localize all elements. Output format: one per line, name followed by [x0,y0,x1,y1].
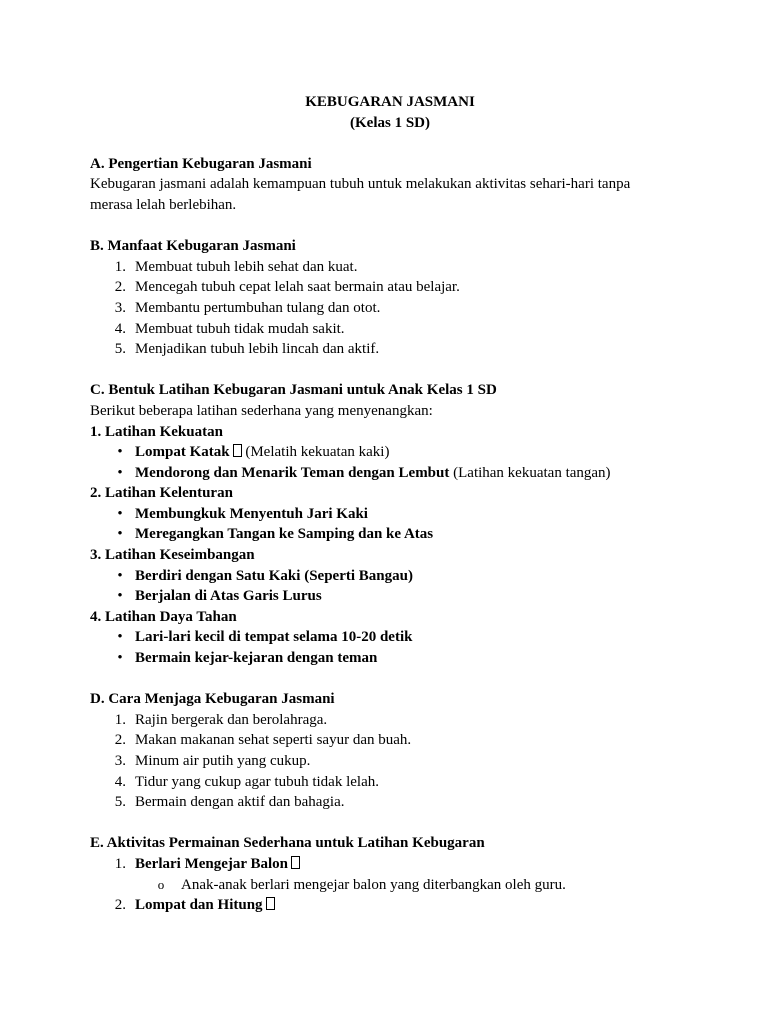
section-d-heading: D. Cara Menjaga Kebugaran Jasmani [90,691,335,708]
list-item [90,442,690,463]
exercise-note: (Latihan kekuatan tangan) [449,464,611,481]
list-item [90,586,690,607]
list-item-text: Makan makanan sehat seperti sayur dan buah. [135,732,412,749]
exercise-name: Berdiri dengan Satu Kaki (Seperti Bangau) [135,567,413,584]
bullet-icon: • [117,650,123,667]
document-subtitle: (Kelas 1 SD) [350,114,430,131]
list-item [90,730,690,751]
list-item-text: Membuat tubuh tidak mudah sakit. [135,320,345,337]
bullet-icon: • [117,444,123,461]
list-item [90,524,690,545]
exercise-group-title: 2. Latihan Kelenturan [90,485,233,502]
exercise-name: Lompat Katak [135,444,230,461]
list-number: 5. [114,341,126,358]
list-number: 4. [114,773,126,790]
list-number: 3. [114,753,126,769]
list-item [90,792,690,813]
list-item [90,854,690,875]
missing-emoji-icon [291,856,300,869]
missing-emoji-icon [233,444,242,457]
exercise-group-title: 3. Latihan Keseimbangan [90,547,255,564]
list-item [90,463,690,484]
list-item-text: Tidur yang cukup agar tubuh tidak lelah. [135,773,379,790]
exercise-name: Membungkuk Menyentuh Jari Kaki [135,505,368,522]
exercise-name: Meregangkan Tangan ke Samping dan ke Atas [135,526,434,543]
list-item-text: Bermain dengan aktif dan bahagia. [135,794,345,811]
exercise-name: Lari-lari kecil di tempat selama 10-20 detik [135,629,413,646]
exercise-group-title: 1. Latihan Kekuatan [90,423,223,440]
section-c-intro: Berikut beberapa latihan sederhana yang menyenangkan: [90,402,433,419]
bullet-icon: • [117,464,123,481]
list-number: 1. [114,258,126,275]
bullet-icon: • [117,526,123,543]
list-number: 1. [114,855,126,872]
list-item-text: Membuat tubuh lebih sehat dan kuat. [135,258,358,275]
list-number: 5. [114,794,126,811]
list-item [90,566,690,587]
list-number: 4. [114,320,126,337]
list-item [90,339,690,360]
bullet-icon: • [117,588,123,605]
bullet-icon: • [117,567,123,584]
game-name: Berlari Mengejar Balon [135,855,289,872]
exercise-name: Bermain kejar-kejaran dengan teman [135,650,378,667]
exercise-name: Mendorong dan Menarik Teman dengan Lembut [135,464,450,481]
list-number: 2. [114,897,126,914]
section-b-heading: B. Manfaat Kebugaran Jasmani [90,238,296,255]
game-name: Lompat dan Hitung [135,897,263,914]
list-item [90,277,690,298]
list-item [90,504,690,525]
exercise-note: (Melatih kekuatan kaki) [241,444,390,461]
list-number: 2. [114,732,126,749]
list-item [90,627,690,648]
list-item [90,257,690,278]
exercise-name: Berjalan di Atas Garis Lurus [135,588,322,605]
list-item-text: Rajin bergerak dan berolahraga. [135,711,328,728]
circle-bullet-icon: o [157,876,165,892]
document-title: KEBUGARAN JASMANI [305,94,475,110]
section-c-heading: C. Bentuk Latihan Kebugaran Jasmani untuk Anak Kelas 1 SD [90,382,497,399]
list-item [90,751,690,772]
list-number: 1. [114,711,126,728]
bullet-icon: • [117,629,123,646]
list-item [90,319,690,340]
sub-list-item [90,875,690,896]
list-number: 3. [114,299,126,316]
list-item [90,648,690,669]
document-body [90,92,690,916]
exercise-group-title: 4. Latihan Daya Tahan [90,608,237,625]
list-item-text: Minum air putih yang cukup. [135,753,311,769]
section-a-heading: A. Pengertian Kebugaran Jasmani [90,155,312,172]
section-a-line-1: Kebugaran jasmani adalah kemampuan tubuh untuk melakukan aktivitas sehari-hari tanpa [90,176,631,193]
sub-list-item-text: Anak-anak berlari mengejar balon yang diterbangkan oleh guru. [181,876,566,893]
list-item [90,298,690,319]
section-e-heading: E. Aktivitas Permainan Sederhana untuk Latihan Kebugaran [90,835,485,852]
section-a-line-2: merasa lelah berlebihan. [90,196,237,213]
list-item [90,895,690,916]
list-item-text: Mencegah tubuh cepat lelah saat bermain atau belajar. [135,279,460,296]
missing-emoji-icon [266,897,275,910]
bullet-icon: • [117,505,123,522]
list-item [90,772,690,793]
list-item [90,710,690,731]
list-number: 2. [114,279,126,296]
list-item-text: Membantu pertumbuhan tulang dan otot. [135,299,381,316]
list-item-text: Menjadikan tubuh lebih lincah dan aktif. [135,341,380,358]
